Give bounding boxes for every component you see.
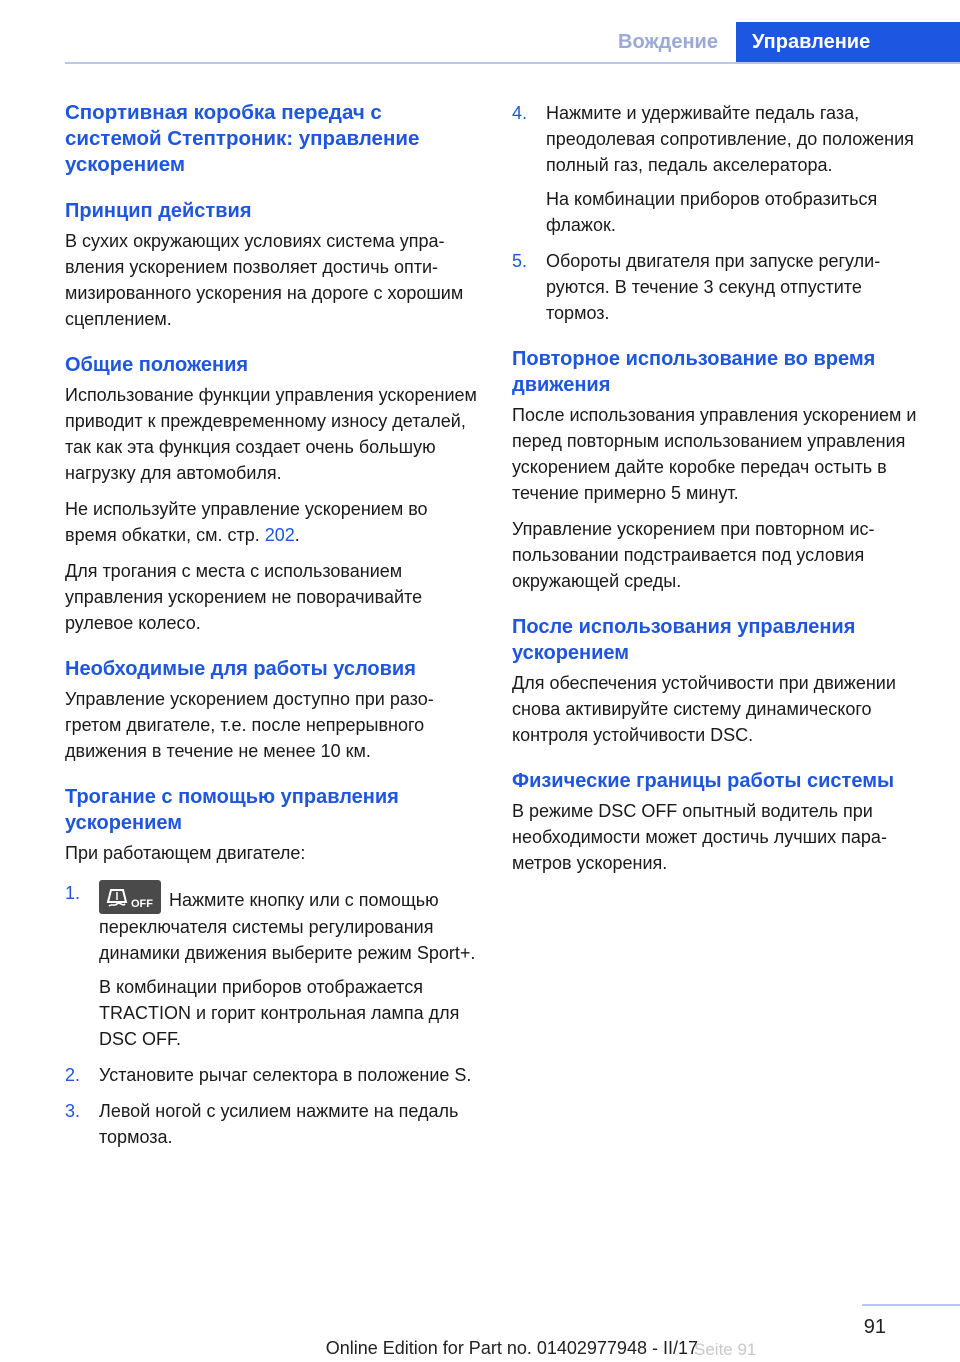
heading-principle: Принцип действия [65,200,252,222]
general-text-1: Использование функции управления ускорением приводит к преждевременному износу деталей, так как эта функция создает очень большую нагрузку для автомобиля. [65,385,477,483]
step-number: 1. [65,883,81,903]
heading-launch: Трогание с помощью управления ускорением [65,786,399,834]
step-text: Левой ногой с усилием нажмите на педаль тормоза. [99,1101,459,1147]
list-item [512,248,927,326]
reuse-text-1: После использования управления ускорением и перед повторным использованием управления ускорением дайте коробке передач остыть в течение примерно 5 минут. [512,405,917,503]
heading-limits: Физические границы работы системы [512,770,895,792]
watermark: Seite 91 [694,1340,757,1359]
limits-text: В режиме DSC OFF опытный водитель при необходимости может достичь лучших параметров ускорения. [512,801,887,873]
step-note: В комбинации приборов отображается TRACTION и горит контрольная лампа для DSC OFF. [99,977,460,1049]
list-item [65,1062,477,1088]
reuse-text-2: Управление ускорением при повторном использовании подстраивается под условия окружающей среды. [512,519,875,591]
launch-intro: При работающем двигателе: [65,843,306,863]
general-text-2-after: . [294,525,300,545]
dsc-icon-label: OFF [131,898,153,910]
header-divider [65,62,960,64]
after-use-text: Для обеспечения устойчивости при движении снова активируйте систему динамического контроля устойчивости DSC. [512,673,896,745]
page-link-202[interactable]: 202 [264,525,295,545]
step-text: Нажмите и удерживайте педаль газа, преодолевая сопротивление, до положения полный газ, педаль акселератора. [546,103,914,175]
heading-after-use: После использования управления ускорением [512,616,856,664]
launch-steps-list [65,880,477,1150]
step-text: Обороты двигателя при запуске регулируются. В течение 3 секунд отпустите тормоз. [546,251,881,323]
conditions-text: Управление ускорением доступно при разогретом двигателе, т.е. после непрерывного движения в течение не менее 10 км. [65,689,434,761]
heading-conditions: Необходимые для работы условия [65,658,416,680]
launch-steps-list-continued [512,100,927,326]
heading-general: Общие положения [65,354,249,376]
step-text [99,880,477,966]
edition-text: Online Edition for Part no. 01402977948 - II/17 [325,1338,698,1358]
general-text-2 [65,496,477,548]
footer-divider [862,1304,960,1306]
general-text-3: Для трогания с места с использованием управления ускорением не поворачивайте рулевое колесо. [65,561,423,633]
step-text: Установите рычаг селектора в положение S. [99,1065,472,1085]
header-tab-driving[interactable]: Вождение [618,30,718,53]
dsc-off-button-icon [99,880,161,914]
general-text-2-before: Не используйте управление ускорением во время обкатки, см. стр. [65,499,428,545]
step-number: 3. [65,1101,81,1121]
principle-text: В сухих окружающих условиях система управления ускорением позволяет достичь оптимизированного ускорения на дороге с хорошим сцеплением. [65,231,464,329]
list-item [65,1098,477,1150]
list-item [65,880,477,1052]
step-note: На комбинации приборов отобразиться флажок. [546,189,878,235]
header-tab-controls[interactable]: Управление [736,22,960,62]
section-title: Спортивная коробка передач с системой Стептроник: управление ускорением [65,101,420,176]
step-number: 5. [512,251,528,271]
page-number: 91 [863,1316,886,1338]
step-number: 2. [65,1065,81,1085]
right-column [512,100,927,886]
step-text-body: Нажмите кнопку или с помощью переключателя системы регулирования динамики движения выберите режим Sport+. [99,890,476,963]
list-item [512,100,927,238]
heading-reuse: Повторное использование во время движения [512,348,876,396]
left-column [65,100,477,1160]
step-number: 4. [512,103,528,123]
